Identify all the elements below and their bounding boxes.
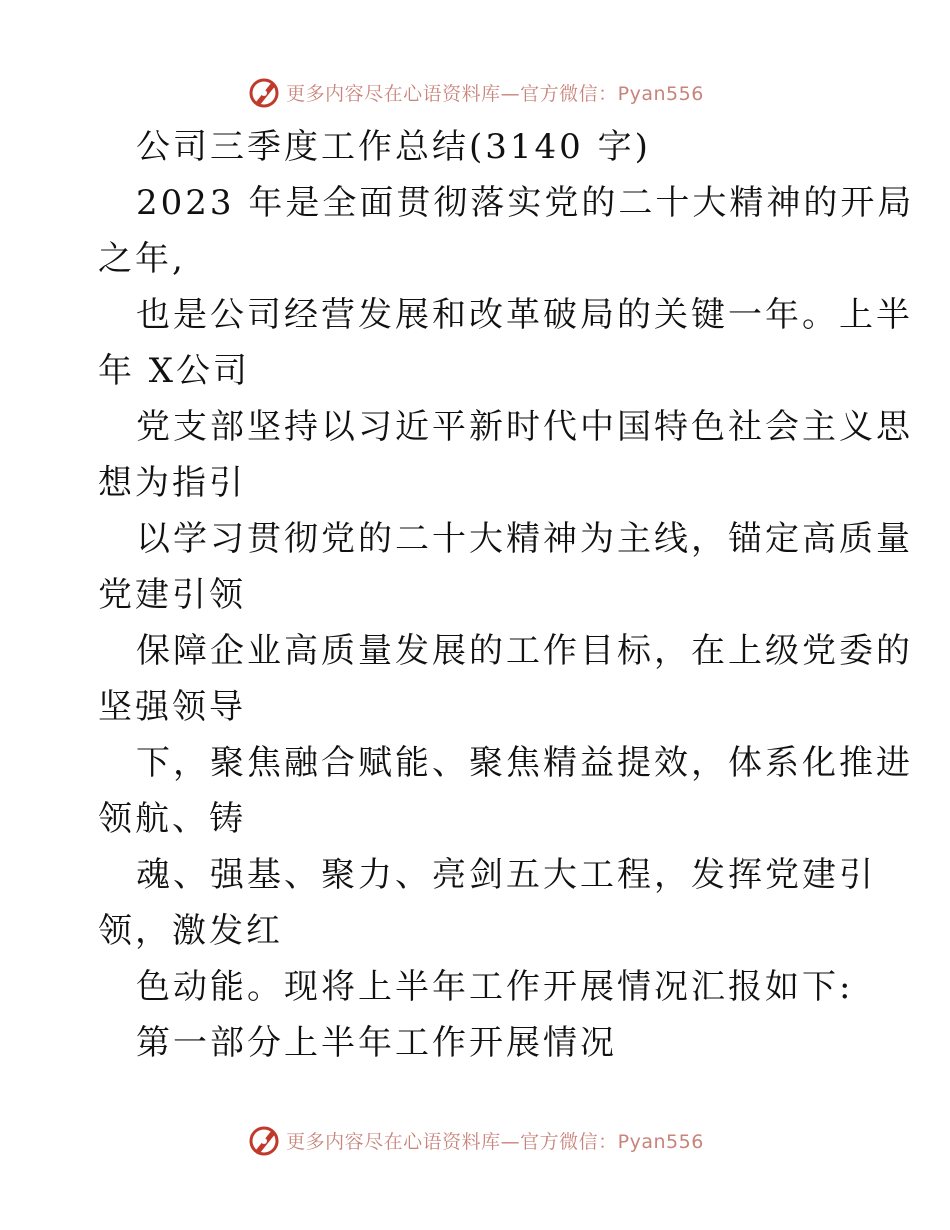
document-title: 公司三季度工作总结(3140 字) <box>136 127 651 167</box>
paragraph-line: 魂、强基、聚力、亮剑五大工程，发挥党建引 <box>136 855 876 895</box>
paragraph-line: 领，激发红 <box>98 911 283 951</box>
paragraph-line: 党支部坚持以习近平新时代中国特色社会主义思 <box>136 407 913 447</box>
paragraph-line: 以学习贯彻党的二十大精神为主线，锚定高质量 <box>136 519 913 559</box>
paragraph-line: 下，聚焦融合赋能、聚焦精益提效，体系化推进 <box>136 743 913 783</box>
paragraph-line: 保障企业高质量发展的工作目标，在上级党委的 <box>136 631 913 671</box>
paragraph-line: 想为指引 <box>98 463 246 503</box>
paragraph-line: 之年, <box>98 239 186 279</box>
paragraph-line: 坚强领导 <box>98 687 246 727</box>
paragraph-line: 2023 年是全面贯彻落实党的二十大精神的开局 <box>136 183 915 223</box>
header-banner <box>0 72 950 112</box>
paragraph-line: 领航、铸 <box>98 799 246 839</box>
paragraph-line: 也是公司经营发展和改革破局的关键一年。上半 <box>136 295 913 335</box>
paragraph-line: 党建引领 <box>98 575 246 615</box>
pen-logo-icon <box>246 74 282 110</box>
paragraph-line: 色动能。现将上半年工作开展情况汇报如下: <box>136 967 854 1007</box>
footer-banner <box>0 1120 950 1160</box>
section-heading: 第一部分上半年工作开展情况 <box>136 1023 617 1063</box>
document-body <box>98 119 915 1071</box>
pen-logo-icon <box>246 1122 282 1158</box>
paragraph-line: 年 X公司 <box>98 351 251 391</box>
header-banner-text: 更多内容尽在心语资料库—官方微信：Pyan556 <box>286 82 704 105</box>
footer-banner-text: 更多内容尽在心语资料库—官方微信：Pyan556 <box>286 1130 704 1153</box>
